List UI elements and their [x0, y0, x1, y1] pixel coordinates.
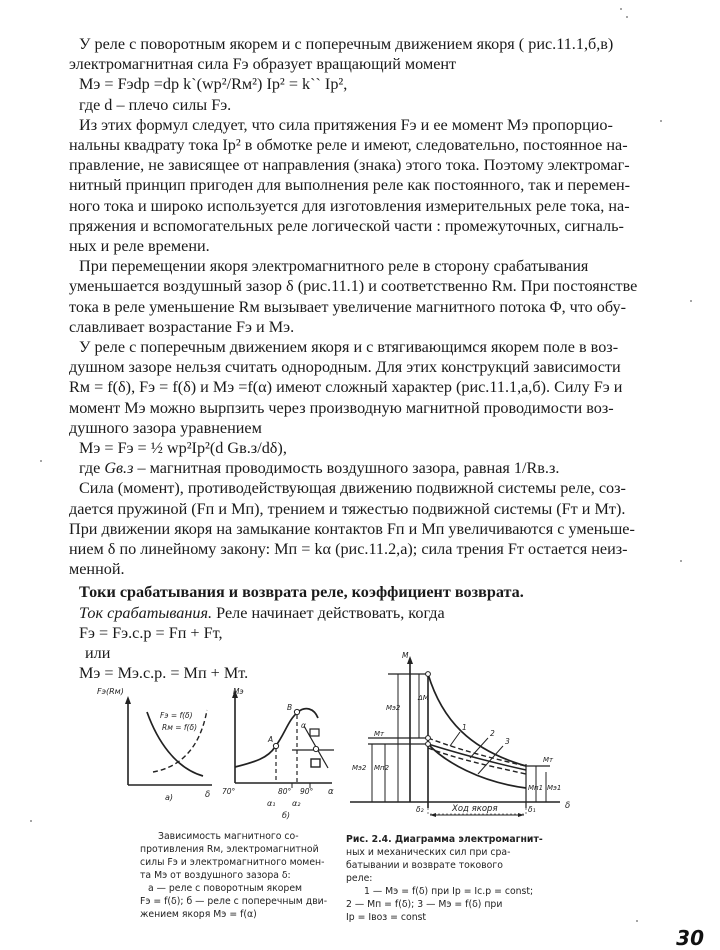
figure-right-caption — [346, 833, 571, 924]
scan-speck — [30, 820, 32, 822]
figure-right — [340, 650, 575, 820]
paragraph-counter-force — [69, 478, 699, 579]
page-number: 30 — [676, 926, 704, 950]
paragraph-air-gap — [69, 256, 699, 337]
angle-label: α — [301, 721, 306, 730]
axis-label-y: M — [402, 651, 409, 660]
label-me2: Mэ2 — [386, 704, 401, 712]
text-line: пряжения и вспомогательных реле логической части : промежуточных, сигналь- — [69, 216, 624, 235]
figure-left — [95, 680, 340, 820]
caption-line: Рис. 2.4. Диаграмма электромагнит- — [346, 834, 543, 845]
formula-where-d: где d – плечо силы Fэ. — [79, 95, 232, 114]
text-span: где — [79, 459, 105, 478]
tick-90: 90° — [300, 787, 314, 796]
formula-force-pickup: Fэ = Fэ.с.р = Fп + Fт, — [79, 623, 223, 642]
text-line: Rм = f(δ), Fэ = f(δ) и Mэ =f(α) имеют сложный характер (рис.11.1,а,б). Силу Fэ и — [69, 378, 623, 397]
caption-line: та Mэ от воздушного зазора δ: — [140, 870, 291, 881]
formula-moment-pickup: Mэ = Mэ.с.р. = Mп + Mт. — [79, 664, 249, 683]
text-span: – магнитная проводимость воздушного зазора, равная 1/Rв.з. — [133, 459, 560, 478]
axis-label-x: δ — [565, 801, 571, 811]
text-line: У реле с поворотным якорем и с поперечным движением якоря ( рис.11.1,б,в) — [79, 35, 614, 53]
text-line: У реле с поперечным движением якоря и с втягивающимся якорем поле в воз- — [79, 338, 619, 357]
caption-line: Ip = Iвоз = const — [346, 912, 427, 923]
caption-line: а — реле с поворотным якорем — [148, 883, 303, 894]
text-line: нитный принцип пригоден для выполнения реле как постоянного, так и перемен- — [69, 176, 631, 195]
axis-label-y: Fэ(Rм) — [97, 687, 124, 696]
panel-label: а) — [165, 793, 174, 802]
panel-b — [222, 687, 334, 820]
text-line: душного зазора уравнением — [69, 418, 262, 437]
text-line: нием δ по линейному закону: Mп = kα (рис.11.2,а); сила трения Fт остается неиз- — [69, 540, 628, 559]
caption-line: реле: — [346, 873, 373, 884]
label-mt-left: Mт — [374, 730, 385, 738]
text-line: При перемещении якоря электромагнитного реле в сторону срабатывания — [79, 257, 589, 276]
scan-speck — [40, 460, 42, 462]
point-label-a: A — [268, 735, 274, 744]
text-line: Из этих формул следует, что сила притяжения Fэ и ее момент Mэ пропорцио- — [79, 115, 613, 134]
text-line: ного тока и широко используется для изготовления измерительных реле тока, на- — [69, 196, 630, 215]
paragraph-proportional — [69, 115, 699, 256]
caption-line: Fэ = f(δ); б — реле с поперечным дви- — [140, 896, 328, 907]
label-delta1: δ₁ — [528, 805, 536, 814]
section-heading: Токи срабатывания и возврата реле, коэффициент возврата. — [79, 583, 524, 602]
caption-line: силы Fэ и электромагнитного момен- — [140, 857, 325, 868]
caption-line: жением якоря Mэ = f(α) — [140, 909, 257, 920]
formula-or: или — [85, 644, 111, 663]
figure-left-diagram — [95, 680, 340, 820]
label-armature-stroke: Ход якоря — [452, 804, 498, 814]
scan-speck — [660, 120, 662, 122]
text-line: менной. — [69, 560, 125, 579]
text-line: славливает возрастание Fэ и Mэ. — [69, 317, 295, 336]
label-mt-right: Mт — [543, 756, 554, 764]
label-mp2: Mп2 — [374, 764, 390, 772]
axis-label-y: Mэ — [233, 687, 244, 696]
figure-left-caption — [140, 830, 340, 921]
label-me2-low: Mэ2 — [352, 764, 367, 772]
formula-conductance: Mэ = Fэ = ½ wp²Ip²(d Gв.з/dδ), — [79, 439, 287, 458]
caption-line: батывании и возврате токового — [346, 860, 503, 871]
point-label-b: B — [287, 703, 293, 712]
curve-label-2: 2 — [490, 729, 495, 738]
alpha2-label: α₂ — [292, 799, 301, 808]
caption-line: Зависимость магнитного со- — [158, 831, 299, 842]
body-text — [69, 34, 699, 684]
paragraph-nonuniform-field — [69, 337, 699, 438]
panel-label: б) — [282, 811, 291, 820]
text-line: правление, не зависящее от направления (знака) этого тока. Поэтому электромаг- — [69, 156, 630, 175]
text-span: Реле начинает действовать, когда — [212, 603, 445, 622]
scan-speck — [626, 16, 628, 18]
text-line: дается пружиной (Fп и Mп), трением и тяжестью подвижной системы (Fт и Mт). — [69, 499, 626, 518]
label-delta2: δ₂ — [416, 805, 424, 814]
caption-line: 1 — Mэ = f(δ) при Ip = Iс.р = const; — [364, 886, 534, 897]
tick-70: 70° — [222, 787, 236, 796]
paragraph-pickup-current — [69, 603, 699, 623]
scan-speck — [636, 920, 638, 922]
caption-line: ных и механических сил при сра- — [346, 847, 511, 858]
curve-label-3: 3 — [505, 737, 510, 746]
label-delta-m: ΔM — [418, 694, 429, 702]
figure-right-diagram — [340, 650, 575, 820]
text-line: душном зазоре нельзя считать однородным. Для этих конструкций зависимости — [69, 358, 621, 377]
formula-torque: Mэ = Fэdp =dp k`(wp²/Rм²) Ip² = k`` Ip², — [79, 75, 348, 94]
scan-speck — [680, 560, 682, 562]
text-line: Сила (момент), противодействующая движению подвижной системы реле, соз- — [79, 479, 626, 498]
tick-80: 80° — [278, 787, 292, 796]
caption-line: противления Rм, электромагнитной — [140, 844, 319, 855]
curve-label-1: 1 — [462, 723, 467, 732]
alpha1-label: α₁ — [267, 799, 276, 808]
axis-label-x: α — [328, 787, 334, 797]
text-line: тока в реле уменьшение Rм вызывает увеличение магнитного потока Φ, что обу- — [69, 297, 626, 316]
text-line: уменьшается воздушный зазор δ (рис.11.1) и соответственно Rм. При постоянстве — [69, 277, 638, 296]
paragraph-rotating-armature — [69, 34, 699, 74]
label-me1: Mэ1 — [547, 784, 562, 792]
axis-label-x: δ — [205, 790, 211, 800]
text-line: электромагнитная сила Fэ образует вращающий момент — [69, 55, 457, 74]
text-line: нальны квадрату тока Ip² в обмотке реле и имеют, следовательно, постоянное на- — [69, 136, 628, 155]
curve-label-force: Fэ = f(δ) — [160, 711, 193, 720]
curve-label-reluctance: Rм = f(δ) — [162, 723, 198, 732]
symbol-g: Gв.з — [104, 459, 134, 478]
formula-where-g — [69, 458, 699, 478]
text-line: ных и реле времени. — [69, 237, 210, 256]
scan-speck — [690, 300, 692, 302]
caption-line: 2 — Mп = f(δ); 3 — Mэ = f(δ) при — [346, 899, 503, 910]
label-mp1: Mп1 — [528, 784, 544, 792]
scan-speck — [620, 8, 622, 10]
italic-term: Ток срабатывания. — [79, 603, 213, 622]
text-line: момент Mэ можно вырпзить через производную магнитной проводимости воз- — [69, 398, 614, 417]
panel-a — [97, 687, 212, 802]
text-line: При движении якоря на замыкание контактов Fп и Mп увеличиваются с уменьше- — [69, 519, 635, 538]
